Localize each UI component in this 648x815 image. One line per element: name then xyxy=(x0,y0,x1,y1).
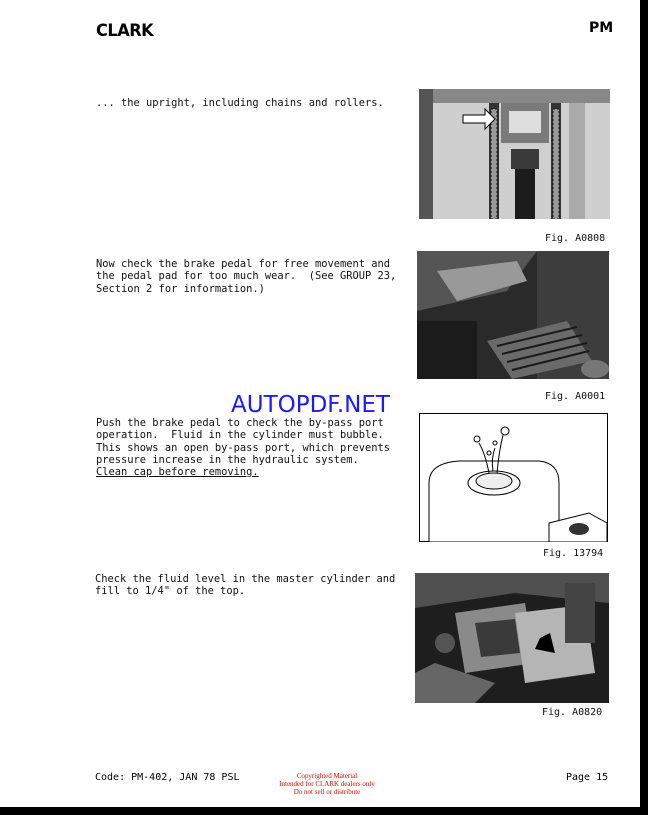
page-shadow xyxy=(640,6,648,815)
copyright-notice: Copyrighted Material Intended for CLARK dealers only Do not sell or distribute xyxy=(279,772,375,796)
step-3-caution: Clean cap before removing. xyxy=(96,466,259,478)
page-number: Page 15 xyxy=(566,772,609,783)
watermark: AUTOPDF.NET xyxy=(231,392,390,418)
brake-pedal-photo xyxy=(417,251,609,379)
step-3-text: Push the brake pedal to check the by-pass port operation. Fluid in the cylinder must bubble. This shows an open by-pass port, which prevents pressure increase in the hydraulic system. xyxy=(96,417,391,466)
document-code: Code: PM-402, JAN 78 PSL xyxy=(95,772,240,783)
step-4-text: Check the fluid level in the master cylinder and fill to 1/4" of the top. xyxy=(95,573,396,598)
section-code: PM xyxy=(589,20,614,36)
upright-photo xyxy=(419,89,610,219)
step-2-text: Now check the brake pedal for free movement and the pedal pad for too much wear. (See GROUP 23, Section 2 for information.) xyxy=(96,258,397,295)
figure-label-a0001: Fig. A0001 xyxy=(545,391,606,402)
master-cylinder-diagram xyxy=(419,413,608,542)
figure-label-a0820: Fig. A0820 xyxy=(542,707,603,718)
step-1-text: ... the upright, including chains and rollers. xyxy=(96,97,384,109)
figure-label-a0808: Fig. A0808 xyxy=(545,233,606,244)
fluid-level-photo xyxy=(415,573,609,703)
clark-logo: CLARK xyxy=(96,21,154,41)
figure-label-13794: Fig. 13794 xyxy=(543,548,604,559)
